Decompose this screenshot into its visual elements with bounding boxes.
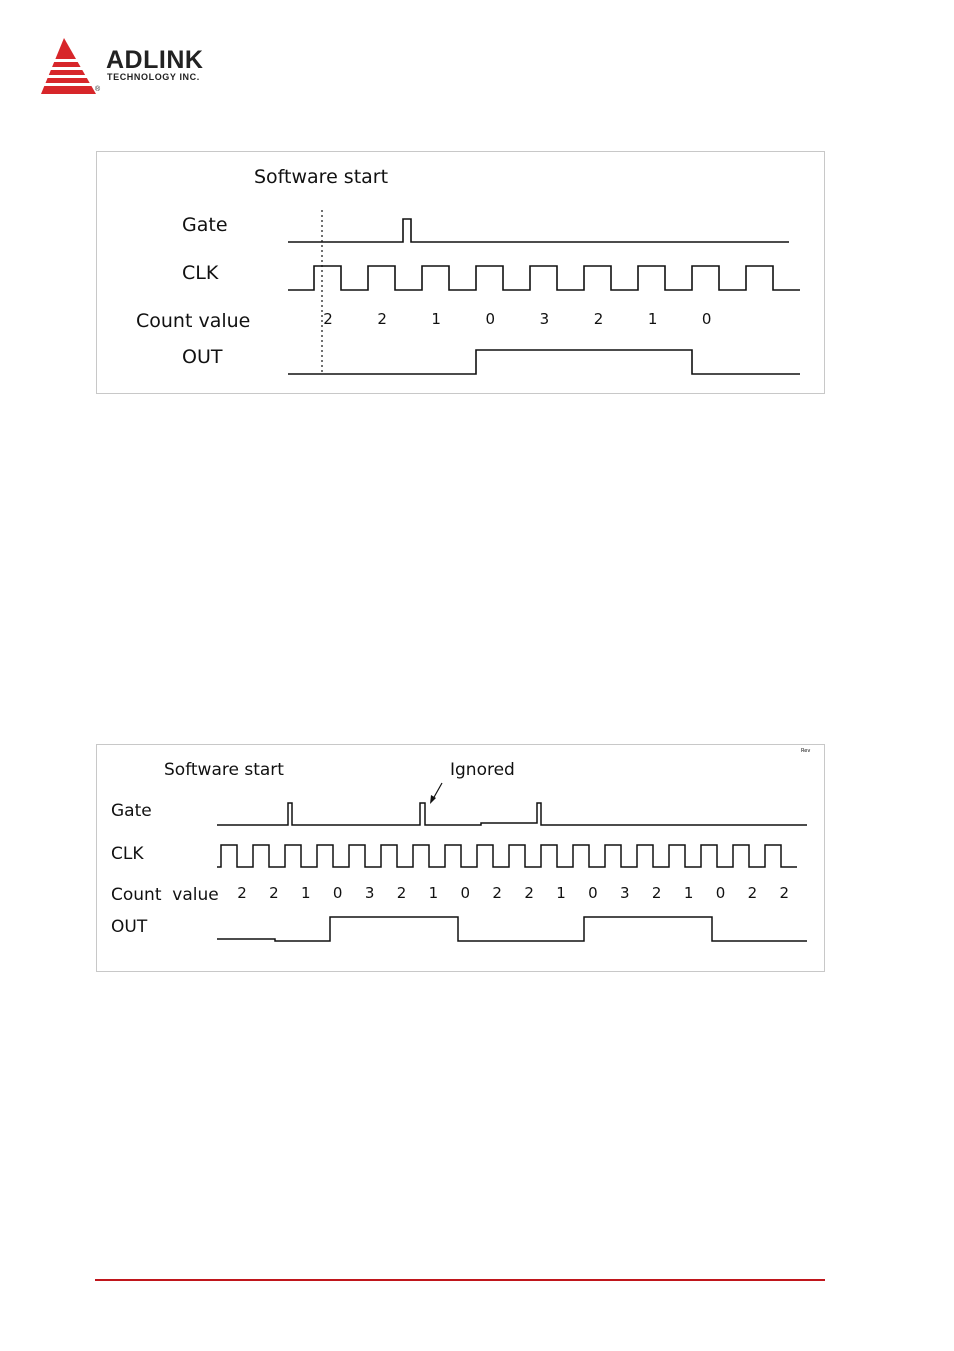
timing-diagram-2-svg	[97, 745, 824, 971]
fig2-count-value: 1	[556, 884, 566, 902]
fig1-title: Software start	[254, 166, 389, 188]
fig2-clk-waveform	[217, 845, 797, 867]
fig1-clk-label: CLK	[182, 262, 219, 284]
fig1-count-values	[323, 310, 711, 328]
fig2-gate-label: Gate	[111, 801, 152, 821]
fig2-count-value: 2	[269, 884, 279, 902]
fig1-clk-waveform	[288, 266, 800, 290]
timing-diagram-1-svg	[97, 152, 824, 393]
timing-diagram-gate-retrigger	[96, 744, 825, 972]
fig2-count-value: 1	[683, 884, 694, 902]
fig2-clk-label: CLK	[111, 844, 144, 864]
fig1-count-value: 3	[539, 310, 550, 328]
timing-diagram-software-start	[96, 151, 825, 394]
fig2-count-value: 2	[747, 884, 758, 902]
fig2-count-value: 0	[332, 884, 343, 902]
fig2-title: Software start	[164, 760, 284, 780]
fig1-count-value: 0	[701, 310, 712, 328]
fig2-out-label: OUT	[111, 917, 148, 937]
registered-mark: ®	[95, 86, 101, 93]
fig1-count-value: 1	[431, 310, 441, 328]
fig2-gate-waveform	[217, 803, 807, 825]
fig2-count-value: 2	[396, 884, 407, 902]
fig2-count-value: 1	[428, 884, 439, 902]
fig2-corner-mark: Rev	[801, 748, 811, 754]
brand-name: ADLINK	[106, 46, 204, 74]
fig1-count-label: Count value	[136, 310, 251, 332]
fig2-count-value: 2	[651, 884, 662, 902]
fig2-count-value: 2	[779, 884, 790, 902]
fig2-ignored-arrow	[433, 783, 442, 799]
fig2-out-waveform	[217, 917, 807, 941]
fig2-count-value: 2	[524, 884, 534, 902]
fig2-count-value: 0	[460, 884, 471, 902]
fig2-count-value: 0	[715, 884, 726, 902]
logo-triangle-icon	[38, 36, 102, 100]
fig1-count-value: 1	[647, 310, 658, 328]
fig2-count-values	[237, 884, 789, 902]
fig1-count-value: 2	[323, 310, 333, 328]
fig2-count-value: 2	[237, 884, 247, 902]
footer-rule	[95, 1279, 825, 1281]
fig2-count-value: 3	[620, 884, 630, 902]
fig1-count-value: 0	[485, 310, 496, 328]
fig2-count-value: 3	[364, 884, 375, 902]
fig2-count-label: Count value	[111, 885, 219, 905]
fig2-count-value: 0	[588, 884, 598, 902]
company-logo	[38, 36, 238, 100]
fig1-out-waveform	[288, 350, 800, 374]
fig2-count-value: 2	[492, 884, 502, 902]
fig2-count-value: 1	[301, 884, 311, 902]
brand-tagline: TECHNOLOGY INC.	[107, 72, 200, 82]
fig2-ignored-label: Ignored	[450, 760, 515, 780]
fig1-gate-waveform	[288, 219, 789, 242]
fig1-count-value: 2	[593, 310, 604, 328]
fig1-out-label: OUT	[182, 346, 223, 368]
fig1-gate-label: Gate	[182, 214, 228, 236]
fig1-count-value: 2	[377, 310, 387, 328]
